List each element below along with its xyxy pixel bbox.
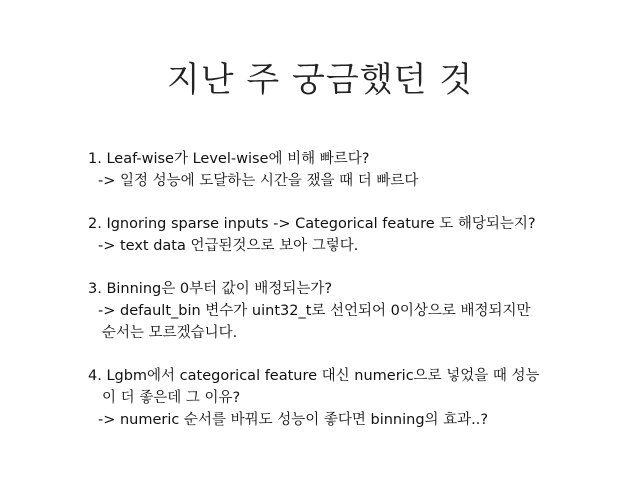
item-2-question: 2. Ignoring sparse inputs -> Categorical feature 도 해당되는지? xyxy=(88,216,536,232)
item-3-question: 3. Binning은 0부터 값이 배정되는가? xyxy=(88,281,333,297)
item-3-answer: -> default_bin 변수가 uint32_t로 선언되어 0이상으로 배정되지만 xyxy=(98,303,531,319)
item-4-question: 4. Lgbm에서 categorical feature 대신 numeric으로 넣었을 때 성능 xyxy=(88,368,540,384)
list-item-3 xyxy=(88,278,608,344)
item-4-question-continued: 이 더 좋은데 그 이유? xyxy=(102,390,241,406)
list-item-1 xyxy=(88,148,608,192)
slide-title: 지난 주 궁금했던 것 xyxy=(166,60,474,100)
slide-body xyxy=(88,148,608,452)
item-2-answer: -> text data 언급된것으로 보아 그렇다. xyxy=(98,238,359,254)
item-3-answer-continued: 순서는 모르겠습니다. xyxy=(102,325,238,341)
item-4-answer: -> numeric 순서를 바꿔도 성능이 좋다면 binning의 효과..? xyxy=(98,412,489,428)
item-1-question: 1. Leaf-wise가 Level-wise에 비해 빠르다? xyxy=(88,151,370,167)
list-item-4 xyxy=(88,365,608,431)
item-1-answer: -> 일정 성능에 도달하는 시간을 쟀을 때 더 빠르다 xyxy=(98,173,419,189)
list-item-2 xyxy=(88,213,608,257)
